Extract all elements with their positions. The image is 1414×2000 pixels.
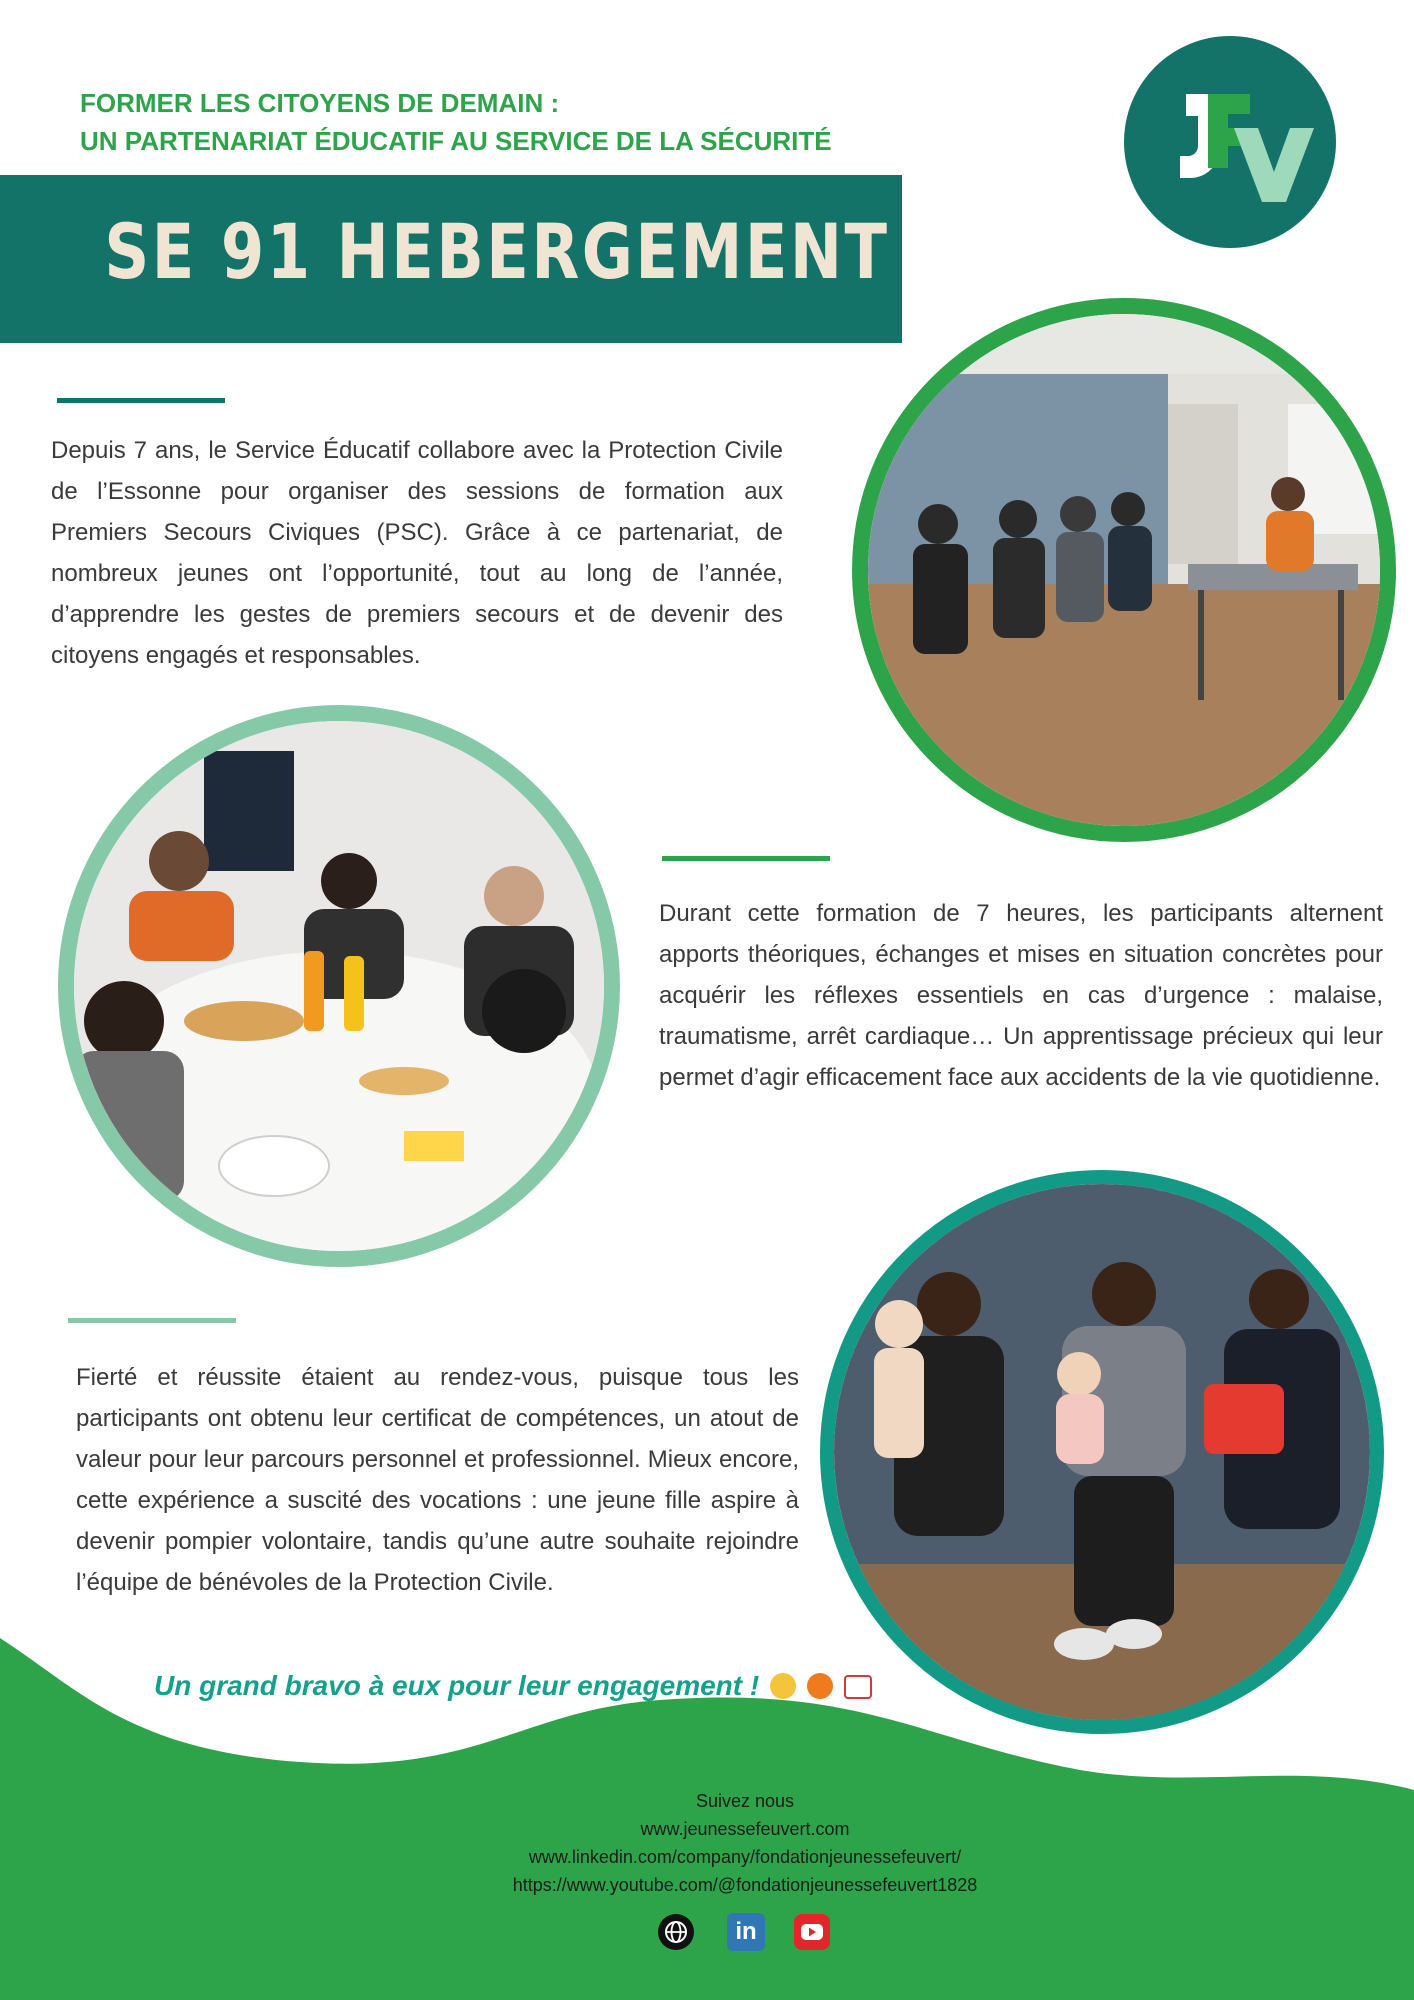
page-subtitle <box>80 84 940 160</box>
linkedin-link[interactable]: www.linkedin.com/company/fondationjeunessefeuvert/ <box>528 1847 962 1867</box>
intro-paragraph: Depuis 7 ans, le Service Éducatif collabore avec la Protection Civile de l’Essonne pour organiser des sessions de formation aux Premiers Secours Civiques (PSC). Grâce à ce partenariat, de nombreux jeunes ont l’opportunité, tout au long de l’année, d’apprendre les gestes de premiers secours et de devenir des citoyens engagés et responsables. <box>51 437 783 669</box>
ambulance-emoji-icon <box>844 1675 872 1699</box>
jfv-logo <box>1124 36 1336 248</box>
certified-participants-photo <box>820 1170 1384 1734</box>
cheer-text: Un grand bravo à eux pour leur engagement ! <box>154 1670 760 1701</box>
section-1-divider <box>57 398 225 403</box>
training-paragraph: Durant cette formation de 7 heures, les participants alternent apports théoriques, échanges et mises en situation concrètes pour acquérir les réflexes essentiels en cas d’urgence : malaise, traumatisme, arrêt cardiaque… Un apprentissage précieux qui leur permet d’agir efficacement face aux accidents de la vie quotidienne. <box>659 900 1383 1091</box>
linkedin-icon[interactable]: in <box>727 1913 765 1951</box>
subtitle-line-1: FORMER LES CITOYENS DE DEMAIN : <box>80 88 560 118</box>
section-3-divider <box>68 1318 236 1323</box>
training-room-image <box>868 314 1380 826</box>
youtube-link[interactable]: https://www.youtube.com/@fondationjeunessefeuvert1828 <box>512 1875 978 1895</box>
success-paragraph: Fierté et réussite étaient au rendez-vous, puisque tous les participants ont obtenu leur certificat de compétences, un atout de valeur pour leur parcours personnel et professionnel. Mieux encore, cette expérience a suscité des vocations : une jeune fille aspire à devenir pompier volontaire, tandis qu’une autre souhaite rejoindre l’équipe de bénévoles de la Protection Civile. <box>76 1364 799 1596</box>
shared-meal-image <box>74 721 604 1251</box>
section-2-divider <box>662 856 830 861</box>
certified-participants-image <box>834 1184 1370 1720</box>
fire-emoji-icon <box>807 1673 833 1699</box>
page-title: SE 91 HEBERGEMENT <box>104 207 890 296</box>
jfv-logo-mark <box>1124 36 1336 248</box>
title-banner <box>0 175 902 343</box>
follow-us-label: Suivez nous <box>695 1791 795 1811</box>
clap-emoji-icon <box>770 1673 796 1699</box>
globe-icon[interactable] <box>657 1913 695 1951</box>
shared-meal-photo <box>58 705 620 1267</box>
subtitle-line-2: UN PARTENARIAT ÉDUCATIF AU SERVICE DE LA SÉCURITÉ <box>80 126 832 156</box>
training-room-photo <box>852 298 1396 842</box>
website-link[interactable]: www.jeunessefeuvert.com <box>640 1819 850 1839</box>
youtube-icon[interactable] <box>793 1913 831 1951</box>
cheer-line <box>154 1670 894 1702</box>
